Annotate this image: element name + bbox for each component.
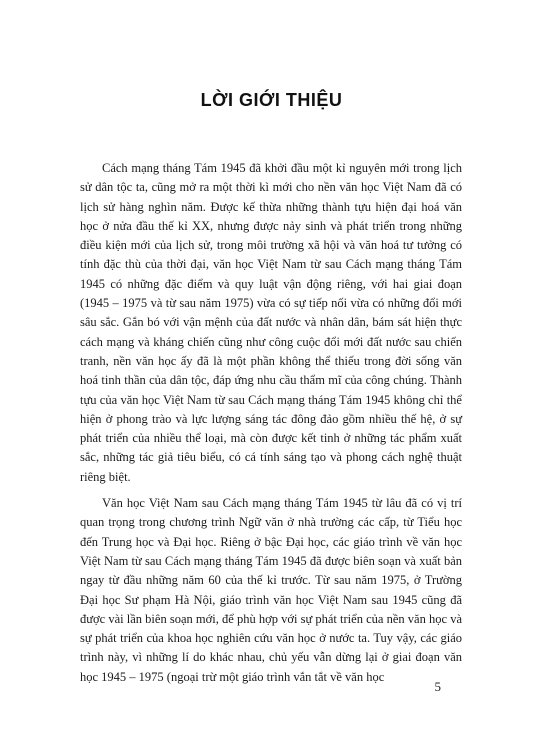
paragraph-2: Văn học Việt Nam sau Cách mạng tháng Tám 1945 từ lâu đã có vị trí quan trọng trong chương trình Ngữ văn ở nhà trường các cấp, từ Tiểu học đến Trung học và Đại học. Riêng ở bậc Đại học, các giáo trình về văn học Việt Nam từ sau Cách mạng tháng Tám 1945 đã được biên soạn và xuất bản ngay từ đầu những năm 60 của thế kỉ trước. Từ sau năm 1975, ở Trường Đại học Sư phạm Hà Nội, giáo trình văn học Việt Nam sau 1945 cũng đã được vài lần biên soạn mới, để phù hợp với sự phát triển của nền văn học và sự phát triển của khoa học nghiên cứu văn học ở nước ta. Tuy vậy, các giáo trình này, vì những lí do khác nhau, chủ yếu vẫn dừng lại ở giai đoạn văn học 1945 – 1975 (ngoại trừ một giáo trình vắn tắt về văn học bbox=[80, 496, 462, 684]
body-text bbox=[80, 159, 462, 694]
paragraph-1: Cách mạng tháng Tám 1945 đã khởi đầu một kỉ nguyên mới trong lịch sử dân tộc ta, cũng mở ra một thời kì mới cho nền văn học Việt Nam đã có lịch sử hàng nghìn năm. Được kế thừa những thành tựu hiện đại hoá văn học ở nửa đầu thế kỉ XX, nhưng được nảy sinh và phát triển trong những điều kiện mới của lịch sử, trong môi trường xã hội và văn hoá tư tưởng có tính đặc thù của thời đại, văn học Việt Nam từ sau Cách mạng tháng Tám 1945 có những đặc điểm và quy luật vận động riêng, với hai giai đoạn (1945 – 1975 và từ sau năm 1975) vừa có sự tiếp nối vừa có những đổi mới sâu sắc. Gắn bó với vận mệnh của đất nước và nhân dân, bám sát hiện thực cách mạng và kháng chiến cũng như công cuộc đổi mới đất nước sau chiến tranh, nền văn học ấy đã là một phần không thể thiếu trong đời sống văn hoá tinh thần của dân tộc, đáp ứng nhu cầu thẩm mĩ của công chúng. Thành tựu của văn học Việt Nam từ sau Cách mạng tháng Tám 1945 không chỉ thể hiện ở phong trào và lực lượng sáng tác đông đảo gồm nhiều thế hệ, ở sự phát triển của nhiều thể loại, mà còn được kết tinh ở những tác phẩm xuất sắc, những tác giả tiêu biểu, có cá tính sáng tạo và phong cách nghệ thuật riêng biệt. bbox=[80, 161, 462, 484]
page-number: 5 bbox=[434, 679, 441, 694]
page-title: LỜI GIỚI THIỆU bbox=[200, 90, 343, 110]
